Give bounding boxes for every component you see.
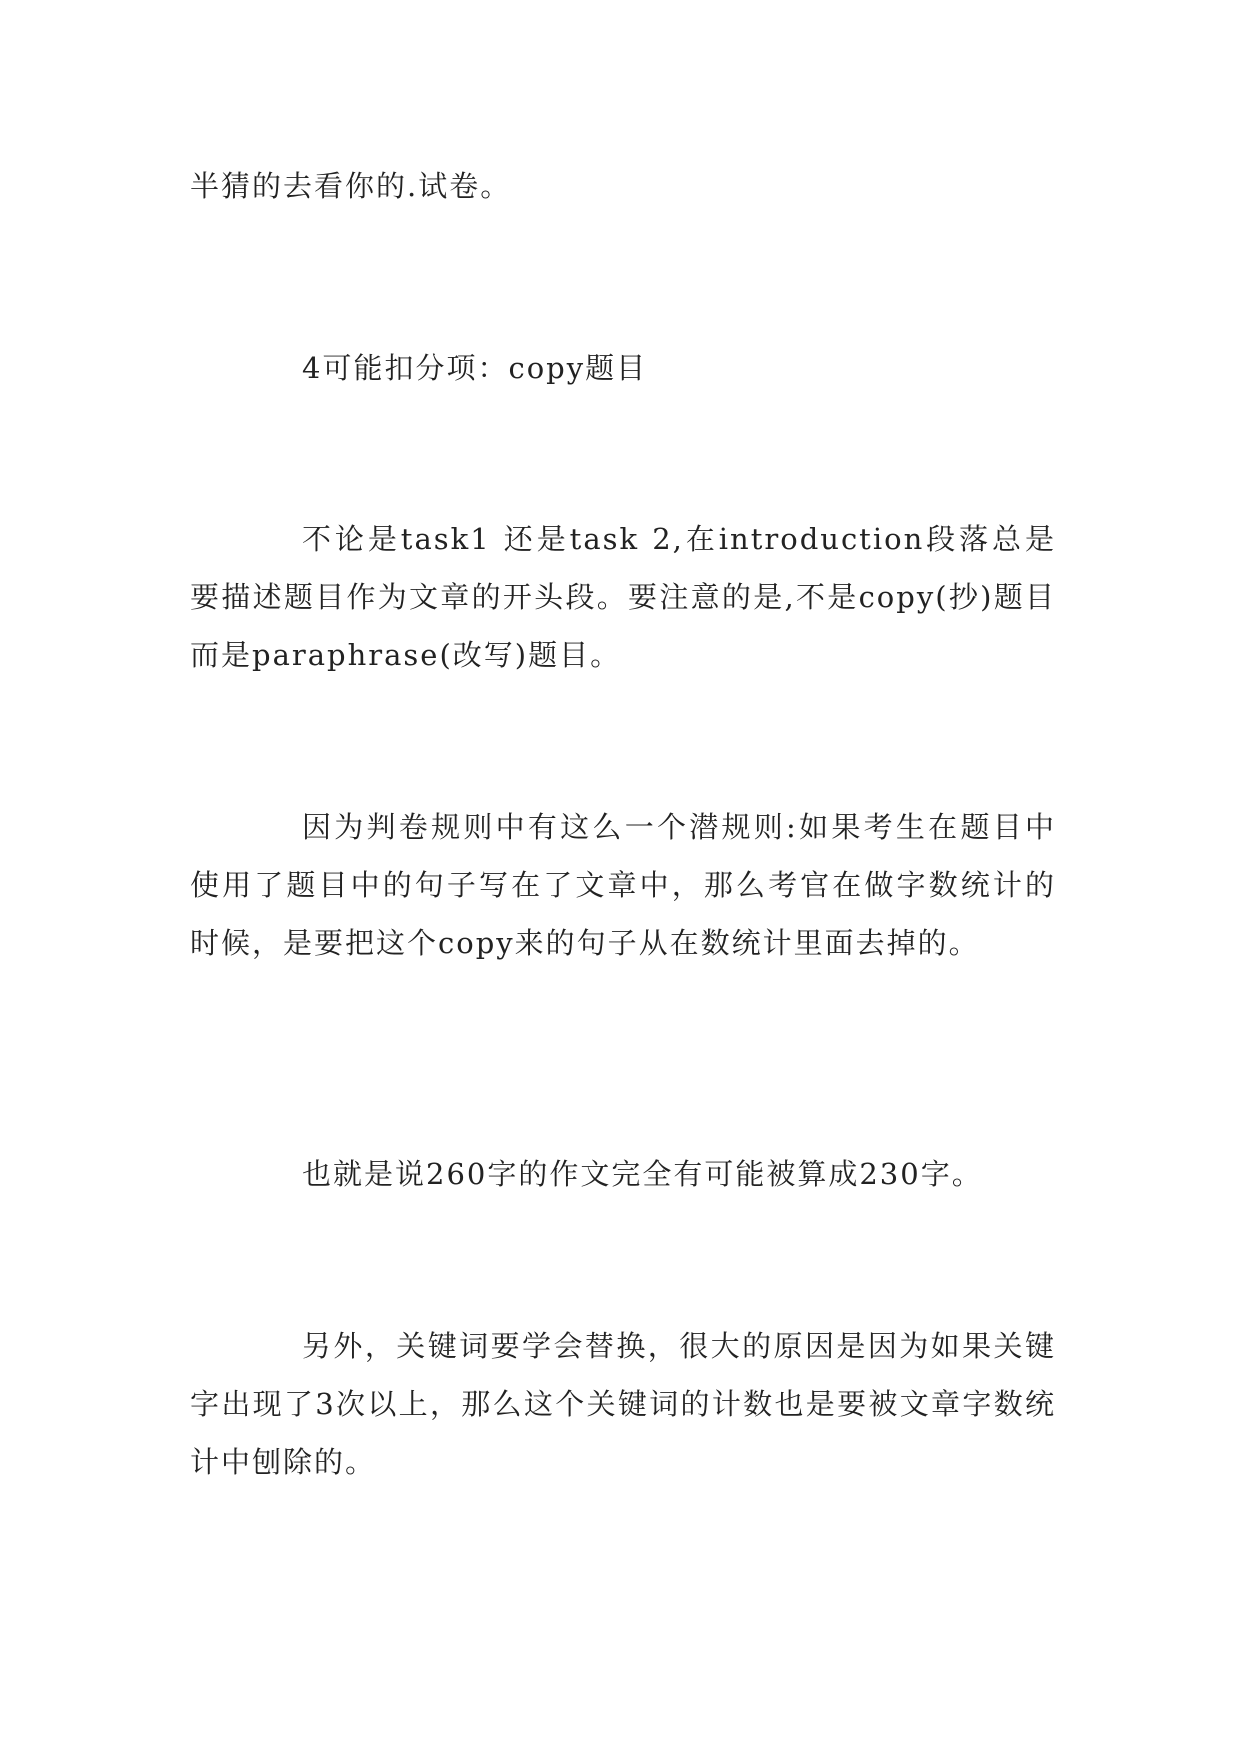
paragraph-word-count: 也就是说260字的作文完全有可能被算成230字。 <box>302 1157 983 1191</box>
paragraph-introduction: 不论是task1 还是task 2,在introduction段落总是要描述题目作为文章的开头段。要注意的是,不是copy(抄)题目而是paraphrase(改写)题目。 <box>190 522 1056 672</box>
paragraph-grading-rule: 因为判卷规则中有这么一个潜规则:如果考生在题目中使用了题目中的句子写在了文章中，那么考官在做字数统计的时候，是要把这个copy来的句子从在数统计里面去掉的。 <box>190 810 1056 960</box>
paragraph-keywords: 另外，关键词要学会替换，很大的原因是因为如果关键字出现了3次以上，那么这个关键词的计数也是要被文章字数统计中刨除的。 <box>190 1329 1056 1479</box>
paragraph-continuation: 半猜的去看你的.试卷。 <box>190 169 512 203</box>
paragraph-heading-deduction: 4可能扣分项：copy题目 <box>302 351 648 385</box>
